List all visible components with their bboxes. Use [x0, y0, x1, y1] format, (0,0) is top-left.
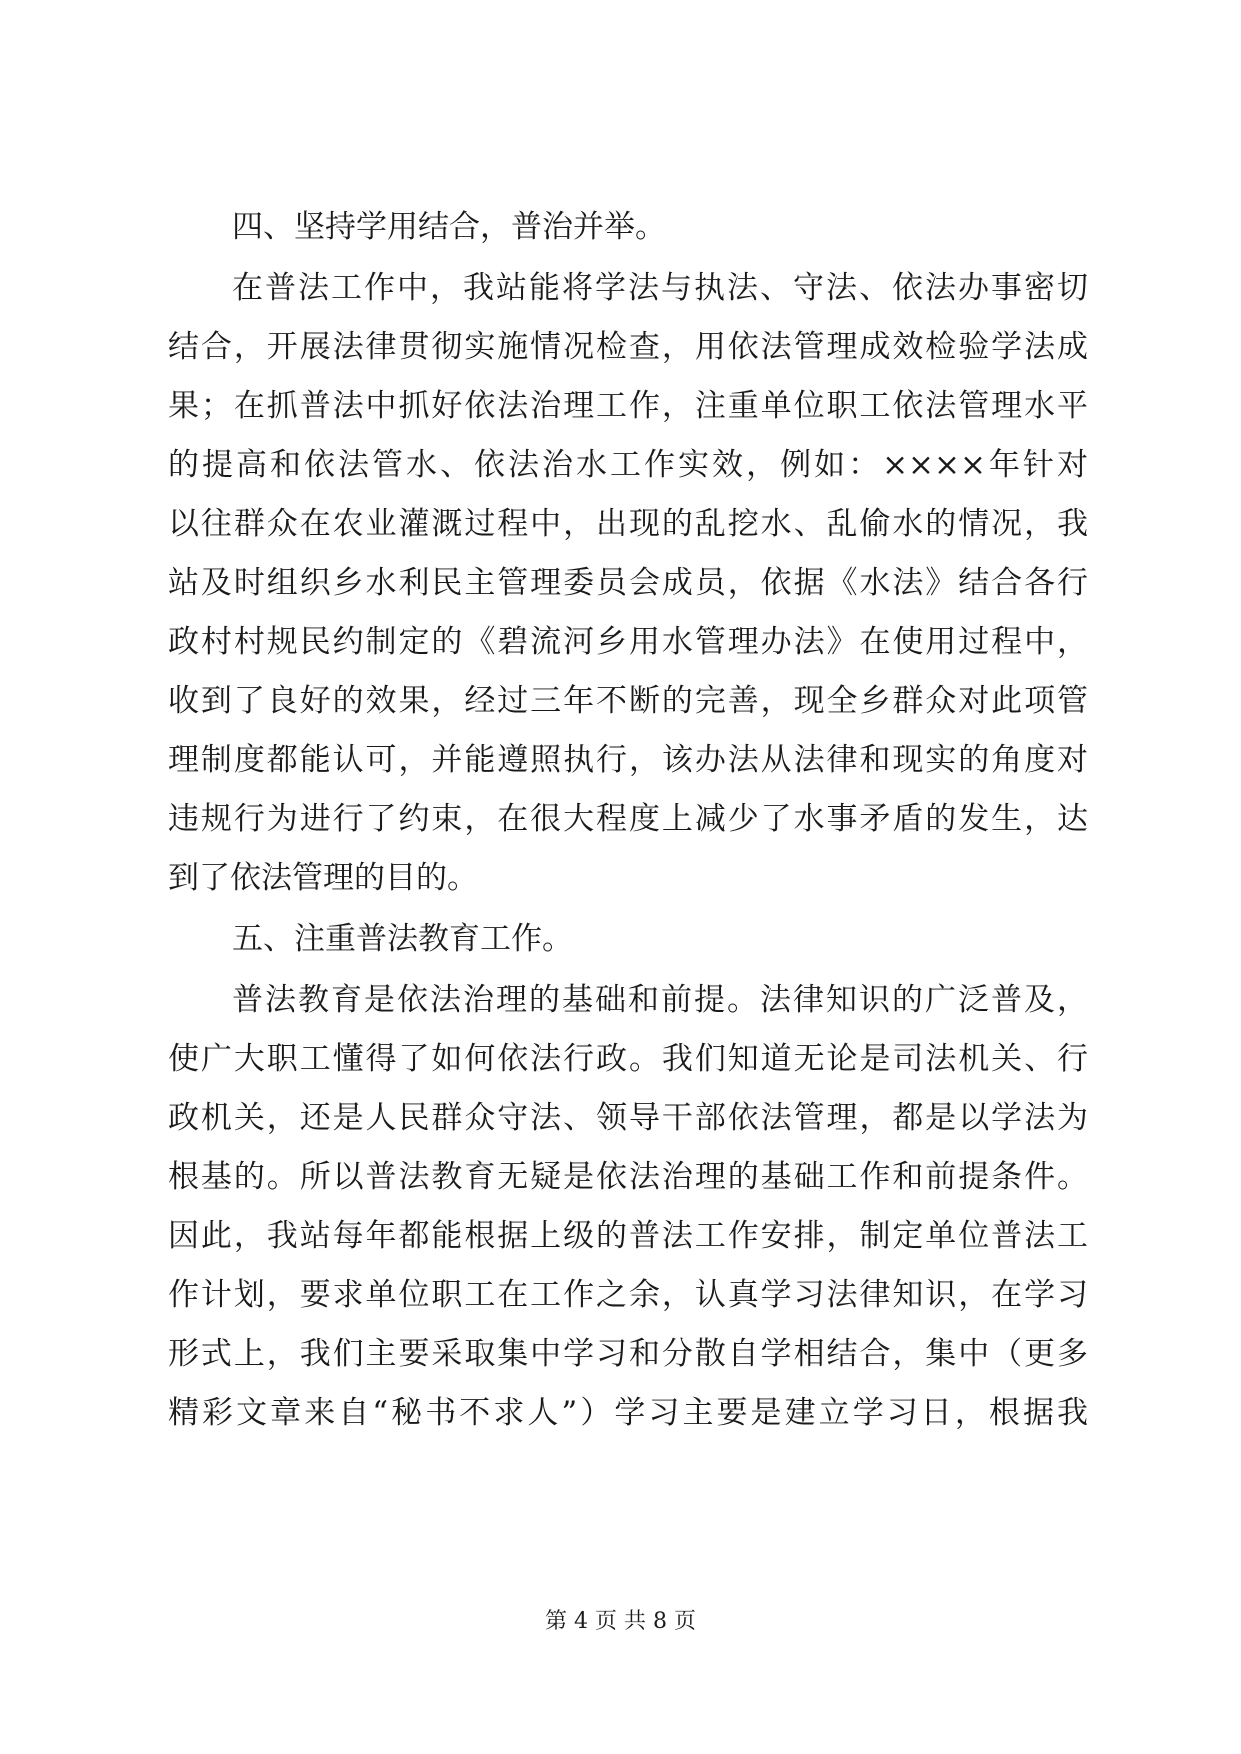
paragraph-line: 以往群众在农业灌溉过程中，出现的乱挖水、乱偷水的情况，我 — [168, 506, 1088, 542]
paragraph-line: 作计划，要求单位职工在工作之余，认真学习法律知识，在学习 — [168, 1277, 1088, 1313]
paragraph-line: 理制度都能认可，并能遵照执行，该办法从法律和现实的角度对 — [168, 742, 1088, 778]
paragraph-line: 站及时组织乡水利民主管理委员会成员，依据《水法》结合各行 — [168, 565, 1088, 601]
paragraph-line: 根基的。所以普法教育无疑是依法治理的基础工作和前提条件。 — [168, 1159, 1088, 1195]
paragraph-line: 政机关，还是人民群众守法、领导干部依法管理，都是以学法为 — [168, 1100, 1088, 1136]
page-number-footer: 第 4 页 共 8 页 — [545, 1609, 696, 1634]
paragraph-line: 政村村规民约制定的《碧流河乡用水管理办法》在使用过程中， — [168, 624, 1088, 660]
paragraph-line: 在普法工作中，我站能将学法与执法、守法、依法办事密切 — [232, 270, 1088, 306]
paragraph-line: 违规行为进行了约束，在很大程度上减少了水事矛盾的发生，达 — [168, 801, 1088, 837]
section-heading-4: 四、坚持学用结合，普治并举。 — [232, 209, 666, 245]
paragraph-line: 收到了良好的效果，经过三年不断的完善，现全乡群众对此项管 — [168, 683, 1088, 719]
paragraph-line: 形式上，我们主要采取集中学习和分散自学相结合，集中（更多 — [168, 1336, 1088, 1372]
paragraph-line: 普法教育是依法治理的基础和前提。法律知识的广泛普及， — [232, 982, 1088, 1018]
paragraph-line: 因此，我站每年都能根据上级的普法工作安排，制定单位普法工 — [168, 1218, 1088, 1254]
section-heading-5: 五、注重普法教育工作。 — [232, 921, 573, 957]
paragraph-line: 结合，开展法律贯彻实施情况检查，用依法管理成效检验学法成 — [168, 329, 1088, 365]
paragraph-line: 果；在抓普法中抓好依法治理工作，注重单位职工依法管理水平 — [168, 388, 1088, 424]
paragraph-line: 使广大职工懂得了如何依法行政。我们知道无论是司法机关、行 — [168, 1041, 1088, 1077]
paragraph-line: 精彩文章来自“秘书不求人”）学习主要是建立学习日，根据我 — [168, 1395, 1088, 1431]
paragraph-line: 的提高和依法管水、依法治水工作实效，例如：××××年针对 — [168, 447, 1088, 483]
paragraph-line: 到了依法管理的目的。 — [168, 860, 478, 896]
